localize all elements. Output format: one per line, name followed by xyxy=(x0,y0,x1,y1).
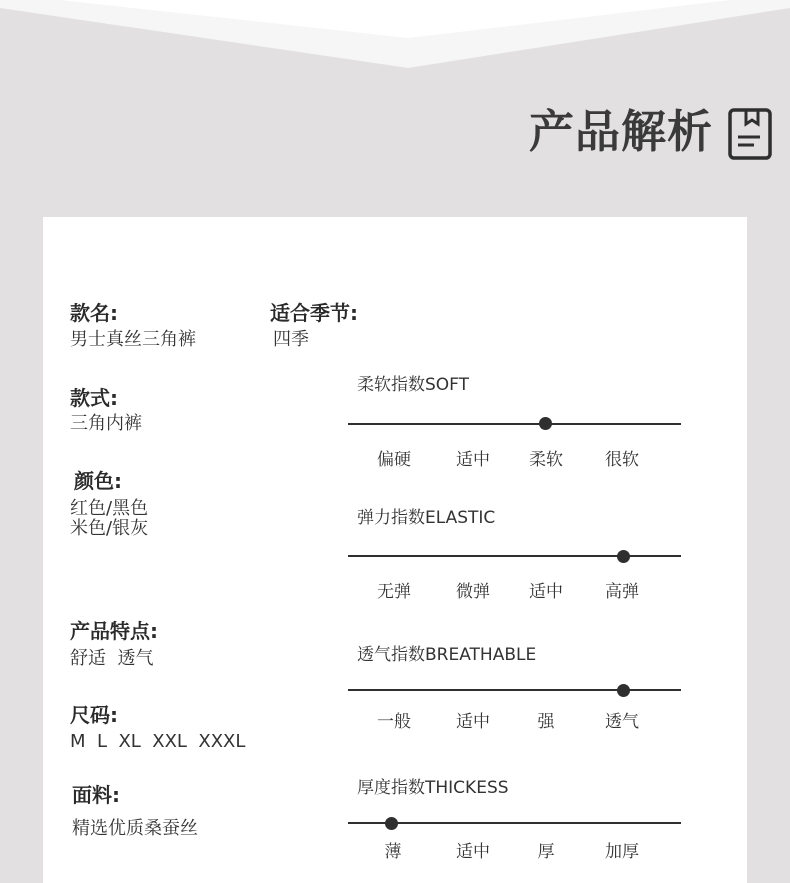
breathable-index-track xyxy=(348,689,681,691)
thickness-option: 加厚 xyxy=(605,842,639,862)
elastic-index-title: 弹力指数ELASTIC xyxy=(357,508,496,528)
style-name-label: 款名: xyxy=(70,301,118,325)
fabric-value: 精选优质桑蚕丝 xyxy=(72,818,198,839)
season-value: 四季 xyxy=(273,329,309,350)
soft-option: 偏硬 xyxy=(377,450,411,470)
soft-option: 很软 xyxy=(605,450,639,470)
style-label: 款式: xyxy=(70,386,118,410)
soft-option: 适中 xyxy=(456,450,490,470)
color-label: 颜色: xyxy=(74,469,122,493)
season-label: 适合季节: xyxy=(270,301,358,325)
thickness-option: 厚 xyxy=(537,842,555,862)
breathable-index-marker xyxy=(617,684,630,697)
elastic-option: 微弹 xyxy=(456,582,490,602)
features-value: 舒适 透气 xyxy=(70,648,154,669)
document-icon xyxy=(728,108,772,160)
breathable-index-title: 透气指数BREATHABLE xyxy=(357,645,537,665)
thickness-index-marker xyxy=(385,817,398,830)
style-name-value: 男士真丝三角裤 xyxy=(70,329,196,350)
breathable-option: 一般 xyxy=(377,712,411,732)
style-value: 三角内裤 xyxy=(70,413,142,434)
elastic-index-track xyxy=(348,555,681,557)
thickness-option: 适中 xyxy=(456,842,490,862)
color-value-line1: 红色/黑色 xyxy=(70,498,149,519)
elastic-option: 高弹 xyxy=(605,582,639,602)
breathable-option: 适中 xyxy=(456,712,490,732)
fabric-label: 面料: xyxy=(72,783,120,807)
features-label: 产品特点: xyxy=(70,619,158,643)
size-value: M L XL XXL XXXL xyxy=(70,731,246,752)
breathable-option: 强 xyxy=(537,712,555,732)
elastic-option: 无弹 xyxy=(377,582,411,602)
soft-index-track xyxy=(348,423,681,425)
breathable-option: 透气 xyxy=(605,712,639,732)
elastic-index-marker xyxy=(617,550,630,563)
soft-index-title: 柔软指数SOFT xyxy=(357,375,470,395)
page-title: 产品解析 xyxy=(529,105,714,158)
elastic-option: 适中 xyxy=(529,582,563,602)
thickness-option: 薄 xyxy=(384,842,402,862)
top-banner xyxy=(0,0,790,70)
soft-index-marker xyxy=(539,417,552,430)
thickness-index-title: 厚度指数THICKESS xyxy=(357,778,509,798)
color-value-line2: 米色/银灰 xyxy=(70,518,149,539)
product-info-card xyxy=(43,217,747,883)
size-label: 尺码: xyxy=(70,703,118,727)
soft-option: 柔软 xyxy=(529,450,563,470)
